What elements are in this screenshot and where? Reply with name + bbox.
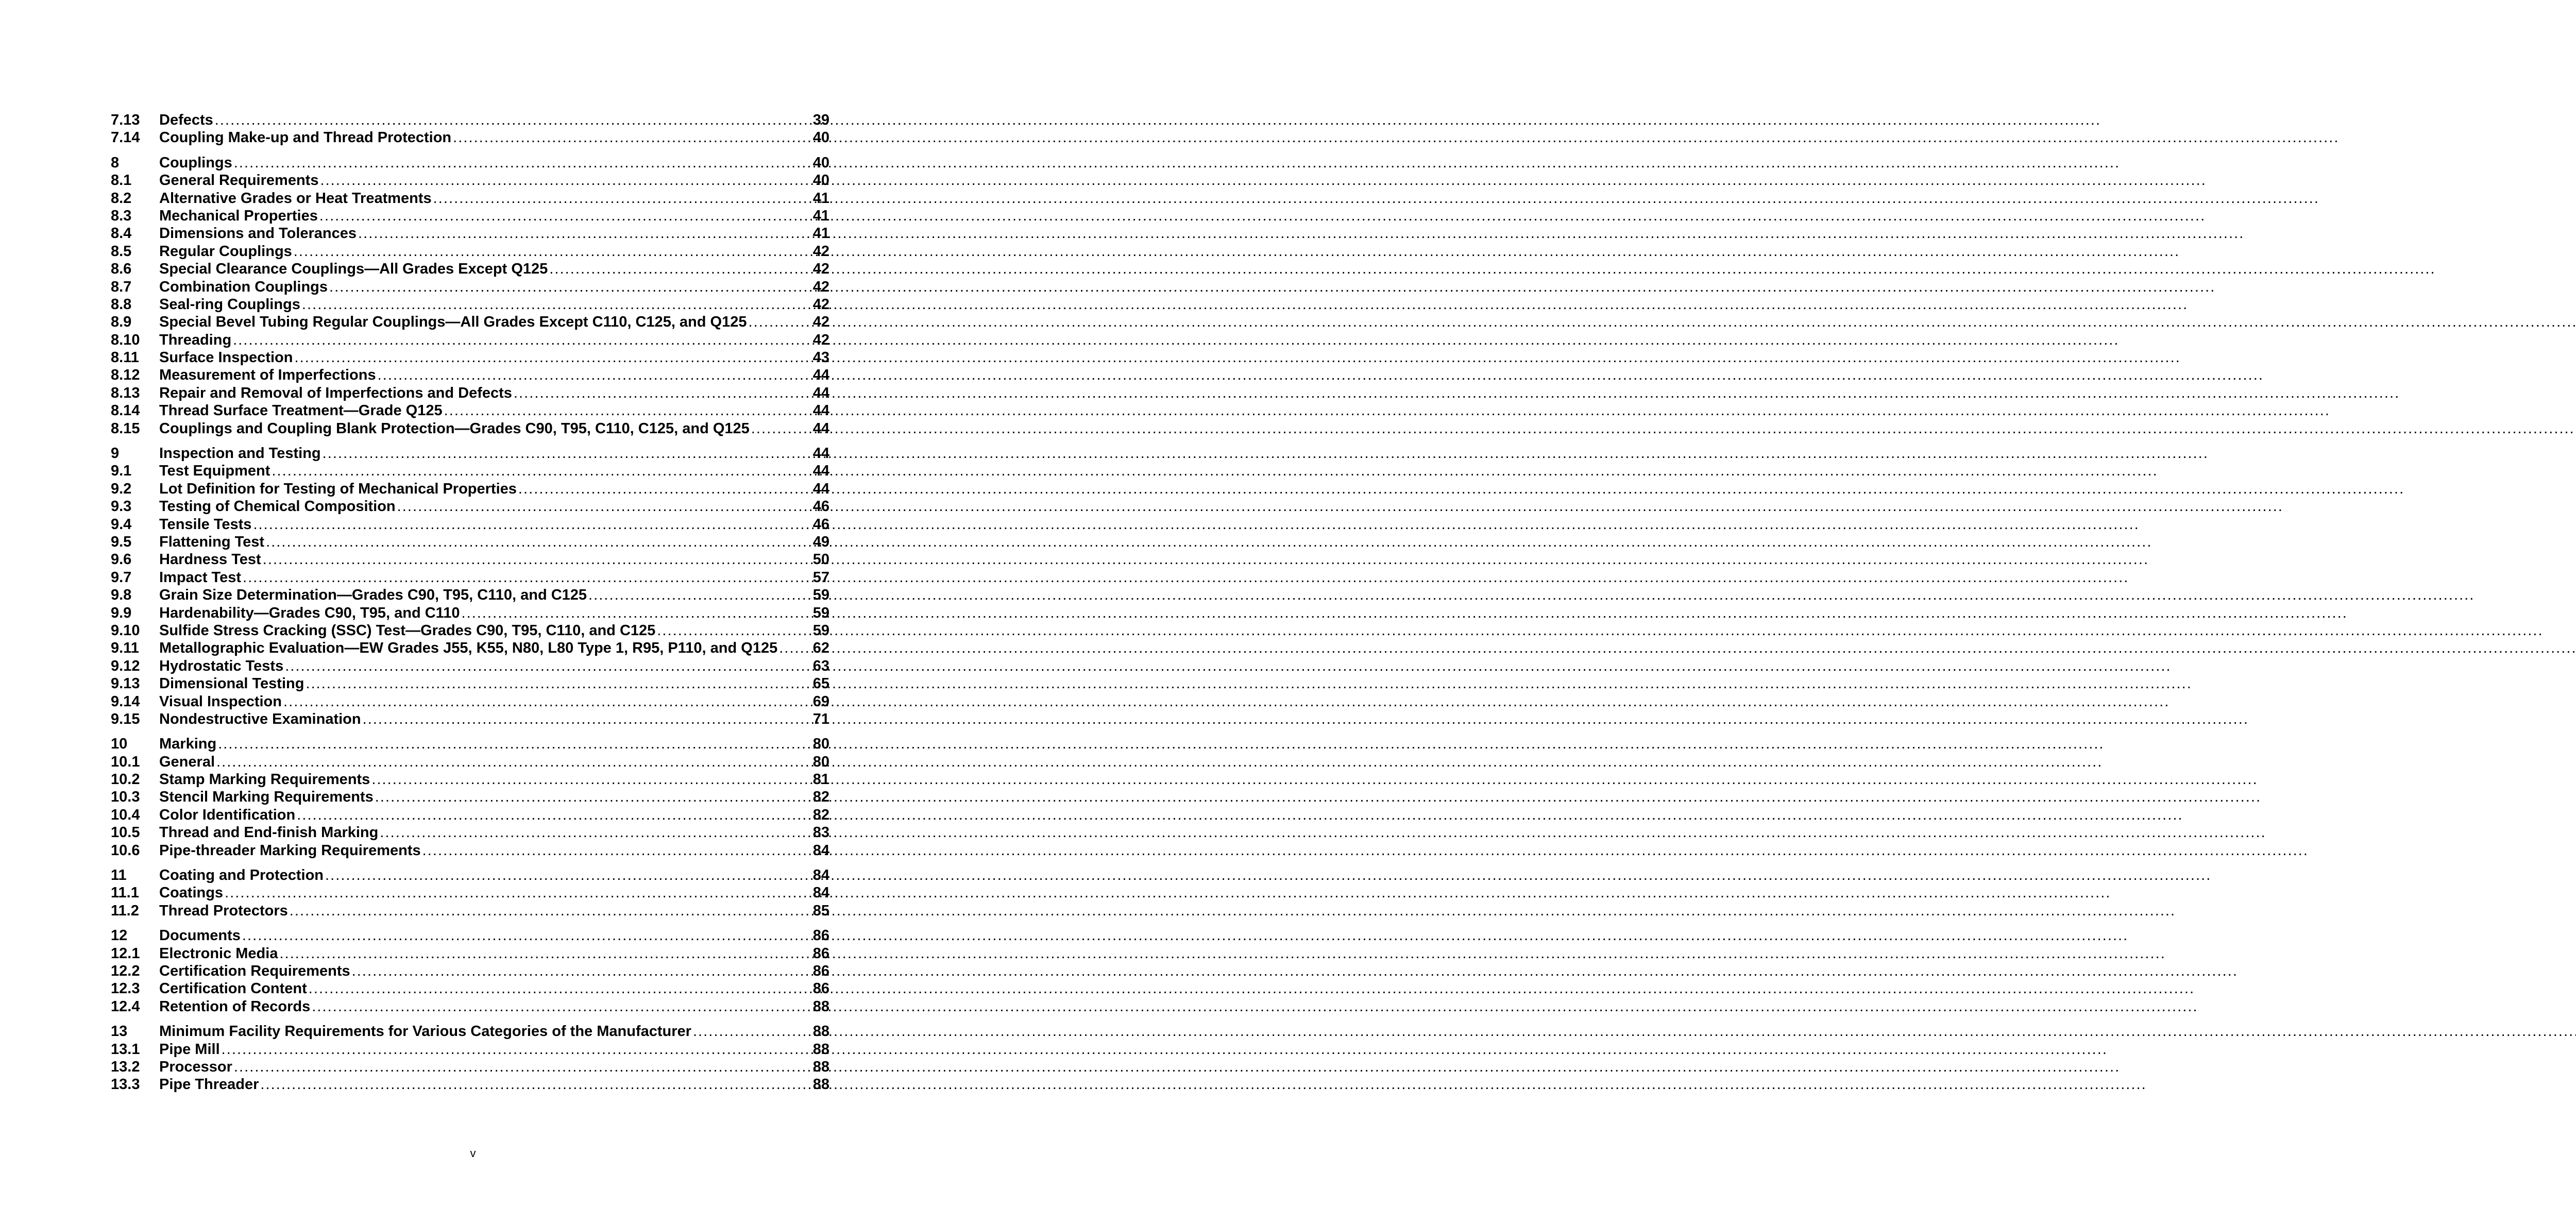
toc-entry-number: 10 bbox=[111, 736, 128, 753]
toc-entry[interactable] bbox=[111, 533, 829, 551]
toc-dot-leader bbox=[242, 927, 811, 944]
toc-entry-title: Regular Couplings bbox=[159, 243, 292, 260]
toc-section-group bbox=[111, 154, 829, 437]
toc-dot-leader bbox=[234, 154, 811, 172]
toc-entry-page: 59 bbox=[812, 622, 829, 639]
toc-entry-title: Seal-ring Couplings bbox=[159, 296, 300, 313]
toc-entry[interactable] bbox=[111, 586, 829, 604]
toc-entry-page: 81 bbox=[812, 771, 829, 788]
toc-entry-number: 13.3 bbox=[111, 1076, 140, 1093]
toc-entry-page: 46 bbox=[812, 516, 829, 533]
toc-dot-leader bbox=[358, 225, 811, 242]
toc-entry-page: 88 bbox=[812, 1058, 829, 1075]
toc-entry-page: 44 bbox=[812, 402, 829, 419]
toc-entry-page: 44 bbox=[812, 384, 829, 401]
toc-entry[interactable] bbox=[111, 225, 829, 242]
toc-dot-leader bbox=[283, 693, 811, 710]
toc-section-group bbox=[111, 445, 829, 728]
toc-entry-title: Threading bbox=[159, 331, 232, 348]
toc-entry-number: 10.5 bbox=[111, 824, 140, 841]
toc-dot-leader bbox=[371, 771, 810, 788]
toc-entry-page: 40 bbox=[812, 154, 829, 171]
toc-dot-leader bbox=[444, 402, 811, 419]
toc-entry-page: 50 bbox=[812, 551, 829, 568]
toc-section-group bbox=[111, 111, 829, 147]
toc-entry-page: 63 bbox=[812, 657, 829, 674]
toc-entry-number: 8.8 bbox=[111, 296, 132, 313]
toc-entry-page: 80 bbox=[812, 753, 829, 770]
toc-dot-leader bbox=[518, 480, 811, 498]
toc-entry[interactable] bbox=[111, 639, 829, 657]
toc-entry-title: Pipe Mill bbox=[159, 1041, 220, 1058]
toc-entry-number: 8.6 bbox=[111, 261, 132, 278]
toc-entry[interactable] bbox=[111, 1023, 829, 1040]
toc-dot-leader bbox=[266, 533, 811, 551]
toc-dot-leader bbox=[233, 331, 811, 349]
toc-dot-leader bbox=[260, 1076, 810, 1093]
toc-entry-number: 12.1 bbox=[111, 945, 140, 962]
toc-entry[interactable] bbox=[111, 962, 829, 980]
toc-dot-leader bbox=[329, 278, 811, 296]
toc-entry-page: 43 bbox=[812, 349, 829, 366]
toc-dot-leader bbox=[363, 710, 811, 728]
toc-entry-title: Inspection and Testing bbox=[159, 445, 321, 462]
toc-dot-leader bbox=[234, 1058, 811, 1076]
toc-entry-title: Tensile Tests bbox=[159, 516, 252, 533]
toc-entry[interactable] bbox=[111, 111, 829, 129]
toc-entry-title: Retention of Records bbox=[159, 998, 311, 1015]
toc-dot-leader bbox=[751, 420, 811, 437]
toc-entry-page: 88 bbox=[812, 1076, 829, 1093]
toc-entry-page: 41 bbox=[812, 225, 829, 242]
toc-entry-page: 42 bbox=[812, 278, 829, 295]
toc-entry-number: 11 bbox=[111, 867, 127, 884]
toc-entry-title: Flattening Test bbox=[159, 533, 265, 550]
toc-entry[interactable] bbox=[111, 366, 829, 384]
toc-dot-leader bbox=[380, 824, 810, 841]
toc-dot-leader bbox=[378, 366, 811, 384]
toc-entry[interactable] bbox=[111, 998, 829, 1015]
toc-entry-page: 84 bbox=[812, 885, 829, 902]
toc-entry-page: 65 bbox=[812, 675, 829, 692]
toc-entry-title: Lot Definition for Testing of Mechanical Properties bbox=[159, 480, 517, 497]
toc-entry-number: 8.11 bbox=[111, 349, 139, 366]
toc-entry-title: Measurement of Imperfections bbox=[159, 367, 376, 384]
toc-entry[interactable] bbox=[111, 1041, 829, 1058]
toc-entry-page: 40 bbox=[812, 172, 829, 189]
toc-entry-page: 86 bbox=[812, 945, 829, 962]
toc-entry-title: Mechanical Properties bbox=[159, 207, 318, 224]
toc-entry[interactable] bbox=[111, 1058, 829, 1076]
toc-entry-number: 9.5 bbox=[111, 533, 132, 550]
toc-entry[interactable] bbox=[111, 296, 829, 313]
toc-dot-leader bbox=[433, 190, 811, 207]
toc-entry-number: 9.6 bbox=[111, 551, 132, 568]
toc-entry[interactable] bbox=[111, 313, 829, 331]
toc-entry-page: 84 bbox=[812, 867, 829, 884]
toc-entry-page: 84 bbox=[812, 842, 829, 859]
toc-entry-number: 13.2 bbox=[111, 1058, 140, 1075]
toc-entry-number: 10.2 bbox=[111, 771, 140, 788]
toc-entry[interactable] bbox=[111, 172, 829, 189]
toc-dot-leader bbox=[693, 1023, 811, 1040]
toc-entry[interactable] bbox=[111, 278, 829, 296]
toc-entry-number: 10.4 bbox=[111, 806, 140, 823]
toc-entry-title: Pipe Threader bbox=[159, 1076, 259, 1093]
toc-entry-number: 13 bbox=[111, 1023, 128, 1040]
toc-entry-page: 82 bbox=[812, 789, 829, 806]
toc-dot-leader bbox=[306, 675, 810, 692]
toc-dot-leader bbox=[272, 462, 810, 480]
toc-entry[interactable] bbox=[111, 657, 829, 675]
toc-entry-number: 10.3 bbox=[111, 789, 140, 806]
toc-dot-leader bbox=[294, 243, 811, 260]
toc-entry[interactable] bbox=[111, 980, 829, 997]
toc-entry-number: 10.1 bbox=[111, 753, 140, 770]
toc-entry-page: 57 bbox=[812, 569, 829, 586]
toc-entry[interactable] bbox=[111, 402, 829, 419]
toc-dot-leader bbox=[297, 806, 811, 824]
toc-entry-title: Surface Inspection bbox=[159, 349, 293, 366]
table-of-contents bbox=[111, 111, 829, 1101]
toc-entry-title: Dimensions and Tolerances bbox=[159, 225, 357, 242]
page-number: v bbox=[470, 1147, 476, 1160]
toc-entry-page: 88 bbox=[812, 1023, 829, 1040]
toc-entry-number: 9.14 bbox=[111, 693, 140, 710]
toc-entry-page: 62 bbox=[812, 640, 829, 657]
toc-entry-number: 10.6 bbox=[111, 842, 140, 859]
toc-entry-page: 59 bbox=[812, 587, 829, 604]
toc-entry-number: 9.2 bbox=[111, 480, 132, 497]
toc-entry-number: 12.3 bbox=[111, 980, 140, 997]
toc-entry-number: 9 bbox=[111, 445, 120, 462]
toc-dot-leader bbox=[779, 639, 811, 657]
toc-entry-page: 86 bbox=[812, 962, 829, 979]
toc-dot-leader bbox=[397, 498, 811, 515]
toc-entry-number: 7.13 bbox=[111, 112, 140, 128]
toc-entry-number: 8.4 bbox=[111, 225, 132, 242]
toc-entry[interactable] bbox=[111, 480, 829, 498]
toc-entry-number: 12 bbox=[111, 927, 128, 944]
toc-entry-page: 82 bbox=[812, 806, 829, 823]
toc-entry[interactable] bbox=[111, 154, 829, 172]
toc-dot-leader bbox=[294, 349, 810, 366]
toc-entry-number: 8.5 bbox=[111, 243, 132, 260]
toc-entry[interactable] bbox=[111, 516, 829, 533]
toc-entry[interactable] bbox=[111, 675, 829, 692]
toc-entry-page: 39 bbox=[812, 112, 829, 128]
toc-entry-page: 80 bbox=[812, 736, 829, 753]
toc-entry-number: 9.15 bbox=[111, 710, 140, 727]
toc-entry-page: 85 bbox=[812, 902, 829, 919]
toc-entry-page: 42 bbox=[812, 261, 829, 278]
toc-entry-number: 9.13 bbox=[111, 675, 140, 692]
toc-entry[interactable] bbox=[111, 622, 829, 639]
toc-dot-leader bbox=[749, 313, 811, 331]
toc-entry-title: Hardenability—Grades C90, T95, and C110 bbox=[159, 604, 460, 621]
toc-entry[interactable] bbox=[111, 842, 829, 859]
toc-entry-title: Thread Surface Treatment—Grade Q125 bbox=[159, 402, 443, 419]
toc-dot-leader bbox=[375, 788, 811, 806]
toc-entry-title: Repair and Removal of Imperfections and Defects bbox=[159, 384, 512, 401]
toc-entry[interactable] bbox=[111, 902, 829, 920]
toc-entry[interactable] bbox=[111, 1076, 829, 1093]
toc-entry-page: 41 bbox=[812, 190, 829, 207]
toc-dot-leader bbox=[216, 753, 811, 771]
toc-dot-leader bbox=[290, 902, 811, 920]
toc-entry-number: 8.3 bbox=[111, 207, 132, 224]
toc-entry-title: Dimensional Testing bbox=[159, 675, 304, 692]
toc-entry-number: 8.12 bbox=[111, 367, 140, 384]
toc-entry-number: 8.10 bbox=[111, 331, 140, 348]
toc-entry-title: Processor bbox=[159, 1058, 232, 1075]
toc-entry-number: 12.2 bbox=[111, 962, 140, 979]
toc-entry-number: 9.1 bbox=[111, 463, 132, 480]
toc-section-group bbox=[111, 866, 829, 920]
toc-entry[interactable] bbox=[111, 260, 829, 278]
toc-entry-number: 9.9 bbox=[111, 604, 132, 621]
toc-dot-leader bbox=[422, 842, 811, 859]
toc-entry[interactable] bbox=[111, 129, 829, 146]
toc-entry-title: Defects bbox=[159, 112, 213, 128]
toc-entry[interactable] bbox=[111, 190, 829, 207]
toc-entry-page: 44 bbox=[812, 463, 829, 480]
toc-entry-title: Minimum Facility Requirements for Various Categories of the Manufacturer bbox=[159, 1023, 691, 1040]
toc-entry-number: 8.7 bbox=[111, 278, 132, 295]
toc-entry[interactable] bbox=[111, 243, 829, 260]
toc-entry-number: 8.9 bbox=[111, 314, 132, 331]
toc-entry[interactable] bbox=[111, 788, 829, 806]
toc-dot-leader bbox=[302, 296, 811, 313]
toc-entry-number: 8.15 bbox=[111, 420, 140, 437]
toc-entry-page: 40 bbox=[812, 129, 829, 146]
toc-entry-title: Electronic Media bbox=[159, 945, 278, 962]
toc-dot-leader bbox=[588, 586, 811, 604]
toc-entry-page: 69 bbox=[812, 693, 829, 710]
toc-entry-page: 49 bbox=[812, 533, 829, 550]
toc-dot-leader bbox=[309, 980, 811, 997]
toc-entry-title: Special Clearance Couplings—All Grades Except Q125 bbox=[159, 261, 548, 278]
toc-entry-page: 42 bbox=[812, 296, 829, 313]
toc-entry[interactable] bbox=[111, 384, 829, 402]
toc-entry-title: Test Equipment bbox=[159, 463, 270, 480]
toc-entry-number: 7.14 bbox=[111, 129, 140, 146]
toc-entry-number: 9.7 bbox=[111, 569, 132, 586]
toc-entry-title: Thread Protectors bbox=[159, 902, 288, 919]
toc-entry-number: 8.13 bbox=[111, 384, 140, 401]
toc-dot-leader bbox=[453, 129, 811, 146]
toc-entry-page: 71 bbox=[812, 710, 829, 727]
toc-dot-leader bbox=[263, 551, 811, 568]
toc-entry-title: Hydrostatic Tests bbox=[159, 657, 284, 674]
toc-dot-leader bbox=[225, 884, 811, 902]
toc-entry-number: 9.11 bbox=[111, 640, 139, 657]
toc-entry[interactable] bbox=[111, 569, 829, 586]
toc-entry[interactable] bbox=[111, 445, 829, 462]
toc-entry-page: 44 bbox=[812, 480, 829, 497]
toc-entry-title: Stencil Marking Requirements bbox=[159, 789, 374, 806]
toc-entry-title: Visual Inspection bbox=[159, 693, 282, 710]
toc-dot-leader bbox=[285, 657, 811, 675]
toc-entry-number: 9.8 bbox=[111, 587, 132, 604]
toc-dot-leader bbox=[312, 998, 810, 1015]
toc-entry-number: 11.2 bbox=[111, 902, 139, 919]
toc-entry-title: Color Identification bbox=[159, 806, 296, 823]
toc-entry-title: Thread and End-finish Marking bbox=[159, 824, 379, 841]
toc-entry-title: Certification Content bbox=[159, 980, 307, 997]
toc-entry-title: Alternative Grades or Heat Treatments bbox=[159, 190, 432, 207]
toc-entry-page: 44 bbox=[812, 420, 829, 437]
toc-entry[interactable] bbox=[111, 806, 829, 824]
toc-entry-title: Documents bbox=[159, 927, 241, 944]
toc-entry[interactable] bbox=[111, 604, 829, 622]
toc-entry-title: Special Bevel Tubing Regular Couplings—All Grades Except C110, C125, and Q125 bbox=[159, 314, 747, 331]
toc-entry-title: Coatings bbox=[159, 885, 224, 902]
toc-entry-number: 8 bbox=[111, 154, 120, 171]
toc-entry-page: 44 bbox=[812, 367, 829, 384]
toc-entry-page: 83 bbox=[812, 824, 829, 841]
toc-entry-number: 9.3 bbox=[111, 498, 132, 515]
toc-dot-leader bbox=[352, 962, 811, 980]
toc-section-group bbox=[111, 927, 829, 1015]
toc-entry-page: 41 bbox=[812, 207, 829, 224]
toc-entry-title: Marking bbox=[159, 736, 217, 753]
toc-entry-title: Testing of Chemical Composition bbox=[159, 498, 396, 515]
toc-entry-number: 12.4 bbox=[111, 998, 140, 1015]
toc-entry-title: Coating and Protection bbox=[159, 867, 324, 884]
toc-dot-leader bbox=[325, 866, 811, 884]
toc-entry-page: 42 bbox=[812, 331, 829, 348]
toc-entry[interactable] bbox=[111, 551, 829, 568]
toc-entry[interactable] bbox=[111, 824, 829, 841]
toc-entry[interactable] bbox=[111, 498, 829, 515]
toc-entry[interactable] bbox=[111, 207, 829, 225]
toc-entry[interactable] bbox=[111, 771, 829, 788]
toc-entry[interactable] bbox=[111, 753, 829, 771]
toc-entry-title: Pipe-threader Marking Requirements bbox=[159, 842, 421, 859]
toc-entry[interactable] bbox=[111, 945, 829, 962]
toc-dot-leader bbox=[243, 569, 811, 586]
toc-entry-number: 9.12 bbox=[111, 657, 140, 674]
toc-dot-leader bbox=[222, 1041, 811, 1058]
toc-entry-title: Grain Size Determination—Grades C90, T95, C110, and C125 bbox=[159, 587, 587, 604]
toc-entry-page: 88 bbox=[812, 998, 829, 1015]
toc-entry[interactable] bbox=[111, 735, 829, 753]
toc-entry-page: 42 bbox=[812, 314, 829, 331]
toc-entry-page: 44 bbox=[812, 445, 829, 462]
toc-dot-leader bbox=[657, 622, 810, 639]
toc-entry-title: Couplings and Coupling Blank Protection—Grades C90, T95, C110, C125, and Q125 bbox=[159, 420, 750, 437]
toc-entry-title: General bbox=[159, 753, 215, 770]
toc-entry[interactable] bbox=[111, 710, 829, 728]
toc-entry-number: 9.10 bbox=[111, 622, 140, 639]
toc-entry[interactable] bbox=[111, 884, 829, 902]
toc-entry-title: Combination Couplings bbox=[159, 278, 328, 295]
toc-entry-page: 46 bbox=[812, 498, 829, 515]
toc-entry-page: 86 bbox=[812, 980, 829, 997]
toc-entry-title: Certification Requirements bbox=[159, 962, 350, 979]
toc-entry-title: Hardness Test bbox=[159, 551, 261, 568]
toc-entry[interactable] bbox=[111, 866, 829, 884]
toc-entry-title: Stamp Marking Requirements bbox=[159, 771, 370, 788]
toc-dot-leader bbox=[549, 260, 810, 278]
toc-entry-title: General Requirements bbox=[159, 172, 319, 189]
toc-entry-title: Sulfide Stress Cracking (SSC) Test—Grades C90, T95, C110, and C125 bbox=[159, 622, 656, 639]
toc-entry-title: Metallographic Evaluation—EW Grades J55, K55, N80, L80 Type 1, R95, P110, and Q125 bbox=[159, 640, 778, 657]
toc-entry-title: Nondestructive Examination bbox=[159, 710, 361, 727]
toc-entry[interactable] bbox=[111, 331, 829, 349]
toc-entry[interactable] bbox=[111, 927, 829, 944]
toc-dot-leader bbox=[279, 945, 810, 962]
toc-entry-title: Impact Test bbox=[159, 569, 242, 586]
toc-entry-number: 8.1 bbox=[111, 172, 132, 189]
toc-entry-page: 86 bbox=[812, 927, 829, 944]
toc-dot-leader bbox=[253, 516, 810, 533]
toc-entry-number: 9.4 bbox=[111, 516, 132, 533]
toc-entry-title: Coupling Make-up and Thread Protection bbox=[159, 129, 452, 146]
toc-entry[interactable] bbox=[111, 462, 829, 480]
toc-dot-leader bbox=[218, 735, 811, 753]
toc-entry-page: 88 bbox=[812, 1041, 829, 1058]
toc-dot-leader bbox=[514, 384, 811, 402]
toc-dot-leader bbox=[320, 172, 810, 189]
toc-entry-number: 11.1 bbox=[111, 885, 139, 902]
toc-entry-page: 59 bbox=[812, 604, 829, 621]
toc-entry[interactable] bbox=[111, 349, 829, 366]
toc-dot-leader bbox=[323, 445, 811, 462]
toc-entry-title: Couplings bbox=[159, 154, 232, 171]
toc-entry-number: 8.14 bbox=[111, 402, 140, 419]
toc-dot-leader bbox=[215, 111, 811, 129]
toc-dot-leader bbox=[461, 604, 810, 622]
toc-entry-page: 42 bbox=[812, 243, 829, 260]
toc-entry[interactable] bbox=[111, 693, 829, 710]
toc-section-group bbox=[111, 735, 829, 859]
toc-entry-number: 8.2 bbox=[111, 190, 132, 207]
toc-section-group bbox=[111, 1023, 829, 1094]
toc-entry[interactable] bbox=[111, 420, 829, 437]
toc-entry-number: 13.1 bbox=[111, 1041, 140, 1058]
toc-dot-leader bbox=[319, 207, 811, 225]
